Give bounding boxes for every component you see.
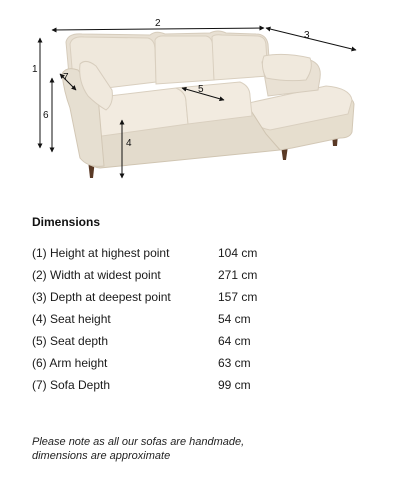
marker-1: 1 bbox=[32, 64, 38, 75]
table-row bbox=[32, 308, 298, 330]
marker-2: 2 bbox=[155, 18, 161, 29]
marker-6: 6 bbox=[43, 110, 49, 121]
table-row bbox=[32, 242, 298, 264]
dimension-value: 157 cm bbox=[218, 290, 258, 304]
note-line-2: dimensions are approximate bbox=[32, 450, 171, 462]
back-cushion bbox=[212, 35, 268, 80]
seat-cushion bbox=[176, 82, 252, 124]
table-row bbox=[32, 374, 298, 396]
dimension-value: 99 cm bbox=[218, 378, 251, 392]
arrow-depth-deepest bbox=[266, 28, 356, 50]
handmade-note bbox=[32, 435, 372, 463]
table-row bbox=[32, 352, 298, 374]
table-row bbox=[32, 330, 298, 352]
dimension-label: (2) Width at widest point bbox=[32, 268, 161, 282]
dimension-label: (1) Height at highest point bbox=[32, 246, 170, 260]
marker-5: 5 bbox=[198, 84, 204, 95]
dimension-value: 63 cm bbox=[218, 356, 251, 370]
table-row bbox=[32, 264, 298, 286]
sofa-dimension-diagram bbox=[0, 0, 400, 205]
marker-4: 4 bbox=[126, 138, 132, 149]
marker-3: 3 bbox=[304, 30, 310, 41]
back-cushion bbox=[155, 36, 214, 84]
dimension-label: (4) Seat height bbox=[32, 312, 111, 326]
dimension-label: (3) Depth at deepest point bbox=[32, 290, 171, 304]
dimension-label: (6) Arm height bbox=[32, 356, 108, 370]
dimensions-table bbox=[32, 242, 298, 396]
note-line-1: Please note as all our sofas are handmade, bbox=[32, 436, 245, 448]
sofa-illustration bbox=[62, 31, 354, 178]
dimension-label: (7) Sofa Depth bbox=[32, 378, 111, 392]
scatter-cushion-right bbox=[262, 54, 311, 80]
dimension-value: 271 cm bbox=[218, 268, 258, 282]
dimension-value: 54 cm bbox=[218, 312, 251, 326]
dimensions-title: Dimensions bbox=[32, 215, 101, 229]
marker-7: 7 bbox=[63, 72, 69, 83]
dimension-value: 64 cm bbox=[218, 334, 251, 348]
dimension-label: (5) Seat depth bbox=[32, 334, 109, 348]
table-row bbox=[32, 286, 298, 308]
dimension-value: 104 cm bbox=[218, 246, 258, 260]
